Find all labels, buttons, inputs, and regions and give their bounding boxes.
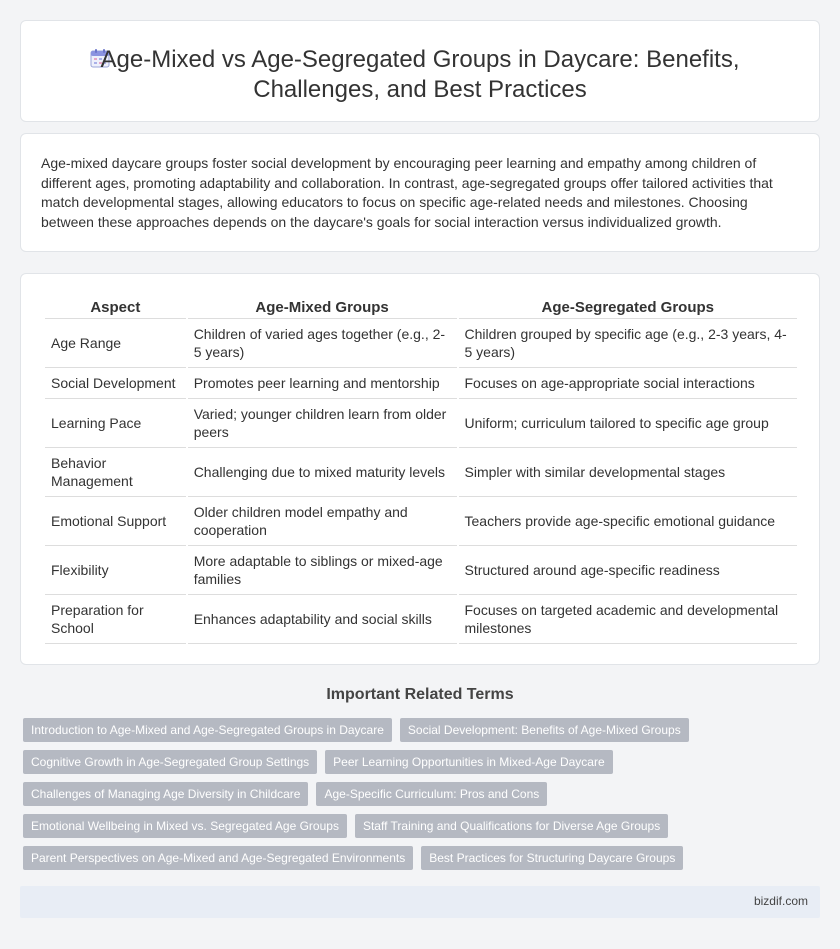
table-row <box>45 448 797 497</box>
cell-age-mixed: Older children model empathy and cooperation <box>188 497 457 546</box>
cell-aspect: Social Development <box>45 368 186 399</box>
tag-row <box>23 718 823 742</box>
intro-paragraph: Age-mixed daycare groups foster social development by encouraging peer learning and empathy among children of different ages, promoting adaptability and collaboration. In contrast, age-segregated groups offer tailored activities that match developmental stages, allowing educators to focus on specific age-related needs and milestones. Choosing between these approaches depends on the daycare's goals for social interaction versus individualized growth. <box>41 155 773 230</box>
page-title-line-1: Age-Mixed vs Age-Segregated Groups in Daycare: Benefits, <box>100 46 740 73</box>
related-term-link[interactable]: Peer Learning Opportunities in Mixed-Age Daycare <box>325 750 612 774</box>
header-age-segregated: Age-Segregated Groups <box>459 296 798 319</box>
tag-row <box>23 814 823 838</box>
cell-age-segregated: Simpler with similar developmental stages <box>459 448 798 497</box>
cell-age-segregated: Teachers provide age-specific emotional guidance <box>459 497 798 546</box>
header-aspect: Aspect <box>45 296 186 319</box>
table-row <box>45 497 797 546</box>
cell-age-mixed: Enhances adaptability and social skills <box>188 595 457 644</box>
cell-aspect: Preparation for School <box>45 595 186 644</box>
cell-age-segregated: Children grouped by specific age (e.g., 2-3 years, 4-5 years) <box>459 319 798 368</box>
cell-age-segregated: Uniform; curriculum tailored to specific age group <box>459 399 798 448</box>
cell-age-mixed: Promotes peer learning and mentorship <box>188 368 457 399</box>
cell-age-segregated: Structured around age-specific readiness <box>459 546 798 595</box>
cell-aspect: Age Range <box>45 319 186 368</box>
cell-aspect: Learning Pace <box>45 399 186 448</box>
tag-row <box>23 750 823 774</box>
related-term-link[interactable]: Staff Training and Qualifications for Diverse Age Groups <box>355 814 668 838</box>
tag-row <box>23 782 823 806</box>
cell-age-segregated: Focuses on targeted academic and developmental milestones <box>459 595 798 644</box>
related-term-link[interactable]: Introduction to Age-Mixed and Age-Segregated Groups in Daycare <box>23 718 392 742</box>
related-term-link[interactable]: Age-Specific Curriculum: Pros and Cons <box>316 782 547 806</box>
cell-age-segregated: Focuses on age-appropriate social interactions <box>459 368 798 399</box>
cell-aspect: Flexibility <box>45 546 186 595</box>
related-term-link[interactable]: Challenges of Managing Age Diversity in Childcare <box>23 782 308 806</box>
related-term-link[interactable]: Best Practices for Structuring Daycare Groups <box>421 846 683 870</box>
related-terms-list <box>23 718 823 878</box>
cell-age-mixed: More adaptable to siblings or mixed-age families <box>188 546 457 595</box>
related-term-link[interactable]: Parent Perspectives on Age-Mixed and Age-Segregated Environments <box>23 846 413 870</box>
intro-card <box>20 133 820 252</box>
related-term-link[interactable]: Cognitive Growth in Age-Segregated Group Settings <box>23 750 317 774</box>
table-row <box>45 368 797 399</box>
cell-age-mixed: Children of varied ages together (e.g., 2-5 years) <box>188 319 457 368</box>
related-term-link[interactable]: Emotional Wellbeing in Mixed vs. Segregated Age Groups <box>23 814 347 838</box>
table-row <box>45 595 797 644</box>
table-header-row <box>45 296 797 319</box>
page-title <box>21 45 819 105</box>
cell-aspect: Emotional Support <box>45 497 186 546</box>
footer-site-link[interactable]: bizdif.com <box>753 894 808 908</box>
title-card <box>20 20 820 122</box>
header-age-mixed: Age-Mixed Groups <box>188 296 457 319</box>
page-title-line-2: Challenges, and Best Practices <box>253 76 587 103</box>
cell-age-mixed: Challenging due to mixed maturity levels <box>188 448 457 497</box>
table-row <box>45 546 797 595</box>
footer <box>20 886 820 918</box>
table-row <box>45 319 797 368</box>
tag-row <box>23 846 823 870</box>
comparison-table <box>43 296 799 644</box>
related-terms-title: Important Related Terms <box>326 686 514 703</box>
related-term-link[interactable]: Social Development: Benefits of Age-Mixed Groups <box>400 718 689 742</box>
cell-age-mixed: Varied; younger children learn from older peers <box>188 399 457 448</box>
cell-aspect: Behavior Management <box>45 448 186 497</box>
comparison-card <box>20 273 820 665</box>
table-row <box>45 399 797 448</box>
